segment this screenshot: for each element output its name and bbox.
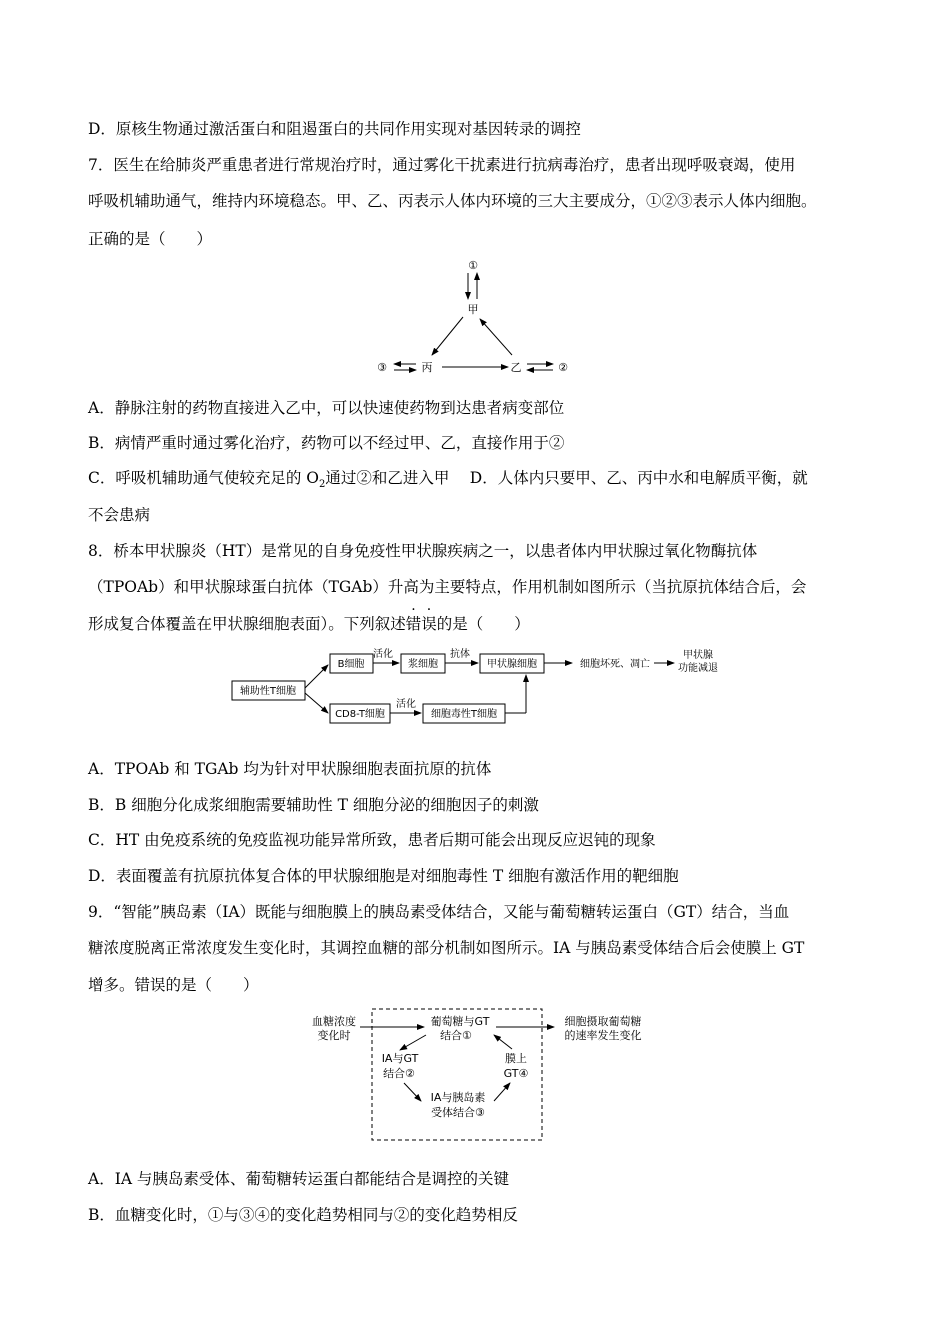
q8-label-thyroid: 甲状腺细胞 <box>487 659 537 670</box>
q9-option-b: B．血糖变化时，①与③④的变化趋势相同与②的变化趋势相反 <box>88 1206 518 1224</box>
q8-stem-post: 的是（ ） <box>436 615 530 633</box>
q8-label-helper-t: 辅助性T细胞 <box>239 686 297 697</box>
q7-option-c-sub: 2 <box>319 479 326 491</box>
q9-arrow-1-to-2 <box>400 1035 426 1050</box>
q8-label-ctl: 细胞毒性T细胞 <box>430 709 498 720</box>
q8-arrow-helper-to-cd8 <box>305 693 328 713</box>
q7-arrow-yi-to-jia <box>480 319 512 355</box>
q8-label-b-cell: B细胞 <box>337 659 365 670</box>
q9-label-right1: 细胞摄取葡萄糖 <box>564 1015 642 1028</box>
q9-label-top2: 结合① <box>440 1029 472 1042</box>
q8-immune-mechanism-diagram <box>225 643 735 728</box>
q7-node-jia: 甲 <box>467 303 479 316</box>
q7-node-cell1: ① <box>468 259 478 272</box>
q7-option-d-cont: 不会患病 <box>88 506 151 524</box>
q7-node-yi: 乙 <box>510 361 522 374</box>
q7-arrow-jia-to-bing <box>432 317 463 355</box>
q8-label-cd8: CD8-T细胞 <box>335 709 385 720</box>
q8-label-plasma: 浆细胞 <box>408 659 438 670</box>
q9-arrow-2-to-3 <box>404 1083 421 1101</box>
q7-node-cell2: ② <box>558 361 568 374</box>
q8-label-activate1: 活化 <box>373 649 393 660</box>
q9-stem-line3: 增多。错误的是（ ） <box>88 976 259 994</box>
q8-arrow-helper-to-b <box>305 665 328 688</box>
q9-label-rec2: 受体结合③ <box>431 1106 485 1119</box>
q8-label-antibody: 抗体 <box>450 649 470 660</box>
q9-label-right2: 的速率发生变化 <box>564 1029 642 1042</box>
q8-option-c: C．HT 由免疫系统的免疫监视功能异常所致，患者后期可能会出现反应迟钝的现象 <box>88 831 656 849</box>
q8-option-b: B．B 细胞分化成浆细胞需要辅助性 T 细胞分泌的细胞因子的刺激 <box>88 796 539 814</box>
q7-stem-line2: 呼吸机辅助通气，维持内环境稳态。甲、乙、丙表示人体内环境的三大主要成分，①②③表示人体内细胞。 <box>88 192 817 210</box>
q9-label-mem1: 膜上 <box>505 1052 527 1065</box>
q7-option-b: B．病情严重时通过雾化治疗，药物可以不经过甲、乙，直接作用于② <box>88 434 565 452</box>
q7-stem-line3: 正确的是（ ） <box>88 230 213 248</box>
q8-stem-emph2: 误 <box>421 615 437 633</box>
q8-stem-line2: （TPOAb）和甲状腺球蛋白抗体（TGAb）升高为主要特点，作用机制如图所示（当抗原抗体结合后，会 <box>88 578 807 596</box>
q7-body-fluid-diagram <box>360 255 590 380</box>
q7-stem-line1: 7．医生在给肺炎严重患者进行常规治疗时，通过雾化干扰素进行抗病毒治疗，患者出现呼吸衰竭，使用 <box>88 156 796 174</box>
q9-stem-line1: 9．“智能”胰岛素（IA）既能与细胞膜上的胰岛素受体结合，又能与葡萄糖转运蛋白（GT）结合，当血 <box>88 903 790 921</box>
q8-stem-line1: 8．桥本甲状腺炎（HT）是常见的自身免疫性甲状腺疾病之一，以患者体内甲状腺过氧化物酶抗体 <box>88 542 758 560</box>
q9-stem-line2: 糖浓度脱离正常浓度发生变化时，其调控血糖的部分机制如图所示。IA 与胰岛素受体结合后会使膜上 GT <box>88 939 805 957</box>
q7-option-c-pre: C．呼吸机辅助通气使较充足的 O <box>88 469 319 487</box>
q8-label-death: 细胞坏死、凋亡 <box>580 659 650 670</box>
q7-node-cell3: ③ <box>377 361 387 374</box>
q9-label-top1: 葡萄糖与GT <box>430 1015 490 1028</box>
q9-option-a: A．IA 与胰岛素受体、葡萄糖转运蛋白都能结合是调控的关键 <box>88 1170 509 1188</box>
q9-label-left2: 变化时 <box>317 1029 351 1042</box>
q9-label-left1: 血糖浓度 <box>312 1015 356 1028</box>
q7-option-a: A．静脉注射的药物直接进入乙中，可以快速使药物到达患者病变部位 <box>88 399 565 417</box>
q8-label-result1: 甲状腺 <box>683 650 713 661</box>
q8-stem-emph1: 错 <box>405 615 422 633</box>
q8-option-d: D．表面覆盖有抗原抗体复合体的甲状腺细胞是对细胞毒性 T 细胞有激活作用的靶细胞 <box>88 867 679 885</box>
q7-node-bing: 丙 <box>421 361 433 374</box>
q9-label-ia2: 结合② <box>383 1067 415 1080</box>
q8-stem-pre: 形成复合体覆盖在甲状腺细胞表面）。下列叙述 <box>88 615 406 633</box>
q7-option-c-d <box>88 467 808 496</box>
q9-glucose-regulation-diagram <box>300 1005 660 1145</box>
q7-option-c-post: 通过②和乙进入甲 D．人体内只要甲、乙、丙中水和电解质平衡，就 <box>325 469 808 487</box>
q8-label-result2: 功能减退 <box>678 663 718 674</box>
q9-label-ia1: IA与GT <box>381 1052 419 1065</box>
q8-option-a: A．TPOAb 和 TGAb 均为针对甲状腺细胞表面抗原的抗体 <box>88 760 492 778</box>
q9-arrow-3-to-4 <box>494 1083 510 1101</box>
q8-label-activate2: 活化 <box>396 699 416 710</box>
q9-arrow-4-to-1 <box>494 1035 512 1049</box>
q9-label-mem2: GT④ <box>503 1067 529 1080</box>
q6-option-d: D．原核生物通过激活蛋白和阻遏蛋白的共同作用实现对基因转录的调控 <box>88 120 581 138</box>
q8-stem-line3 <box>88 613 530 635</box>
q9-label-rec1: IA与胰岛素 <box>430 1091 486 1104</box>
